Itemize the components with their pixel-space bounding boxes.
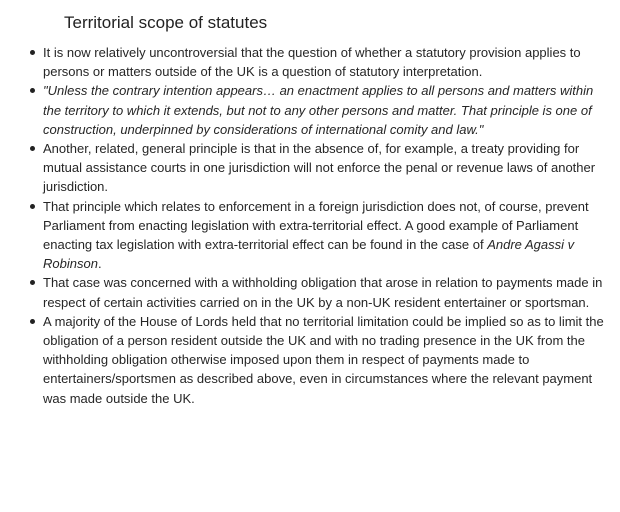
bullet-icon (30, 146, 35, 151)
page-title: Territorial scope of statutes (64, 13, 268, 32)
case-name: Andre Agassi v Robinson (43, 237, 575, 272)
bullet-icon (30, 88, 35, 93)
bullet-item-withholding-obligation (30, 273, 606, 311)
bullet-icon (30, 204, 35, 209)
bullet-item-penal-revenue-laws (30, 139, 606, 197)
bullet-text: That case was concerned with a withholding obligation that arose in relation to payments made in respect of certain activities carried on in the UK by a non-UK resident entertainer or sportsman. (43, 275, 603, 310)
bullet-item-statutory-interpretation (30, 43, 606, 81)
bullet-text: A majority of the House of Lords held that no territorial limitation could be implied so as to limit the obligation of a person resident outside the UK and with no trading presence in the UK from the withholding obligation otherwise imposed upon them in respect of payments made to entertainers/sportsmen as described above, even in circumstances where the relevant payment was made outside the UK. (43, 313, 604, 406)
bullet-item-house-of-lords (30, 312, 606, 408)
bullet-list (30, 43, 606, 408)
bullet-icon (30, 50, 35, 55)
bullet-item-extra-territorial-effect (30, 197, 606, 274)
bullet-icon (30, 319, 35, 324)
bullet-text: That principle which relates to enforcement in a foreign jurisdiction does not, of course, prevent Parliament from enacting legislation with extra-territorial effect. A good example of Parliament enacting tax legislation with extra-territorial effect can be found in the case of (43, 198, 589, 253)
quotation-text: "Unless the contrary intention appears… an enactment applies to all persons and matters within the territory to which it extends, but not to any other persons and matter. That principle is one of construction, underpinned by considerations of international comity and law." (43, 83, 594, 137)
bullet-text: It is now relatively uncontroversial that the question of whether a statutory provision applies to persons or matters outside of the UK is a question of statutory interpretation. (43, 45, 581, 80)
bullet-text: Another, related, general principle is that in the absence of, for example, a treaty providing for mutual assistance courts in one jurisdiction will not enforce the penal or revenue laws of another jurisdiction. (43, 141, 596, 195)
bullet-item-quotation (30, 81, 606, 139)
bullet-text-end: . (97, 256, 102, 272)
bullet-icon (30, 280, 35, 285)
